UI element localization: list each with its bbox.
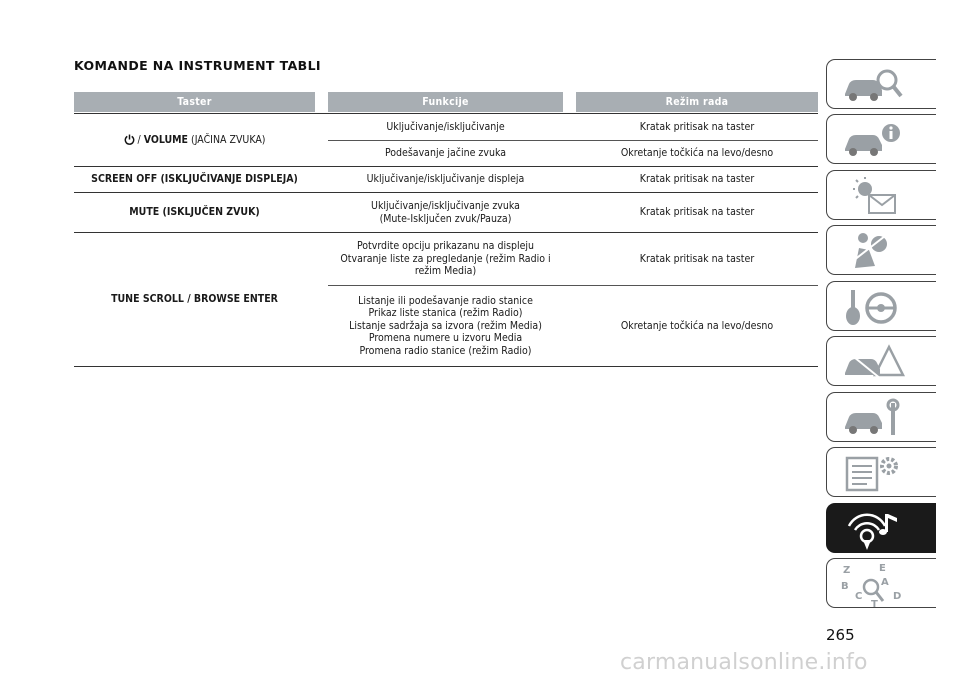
svg-text:D: D <box>893 591 902 602</box>
car-search-icon <box>841 64 911 106</box>
table-row-mute-key: MUTE (ISKLJUČEN ZVUK) <box>129 206 260 219</box>
chapter-tab-3[interactable] <box>826 170 936 220</box>
table-row-tune-scroll-key: TUNE SCROLL / BROWSE ENTER <box>111 293 278 306</box>
table-row-volume-key: / VOLUME (JAČINA ZVUKA) <box>74 114 315 166</box>
table-cell: Okretanje točkića na levo/desno <box>620 319 774 332</box>
chapter-tab-2[interactable] <box>826 114 936 164</box>
table-cell: Potvrdite opciju prikazanu na displeju Otvaranje liste za pregledanje (režim Radio i režim Media) <box>340 240 551 278</box>
car-service-wrench-icon <box>841 397 911 439</box>
svg-text:T: T <box>871 599 878 607</box>
key-steering-wheel-icon <box>841 286 911 328</box>
chapter-tab-9-active[interactable] <box>826 503 936 553</box>
spec-sheet-gear-icon <box>841 452 911 494</box>
table-cell: Kratak pritisak na taster <box>639 173 755 186</box>
alphabetical-index-search-icon <box>841 563 911 607</box>
chapter-tab-4[interactable] <box>826 225 936 275</box>
svg-text:E: E <box>879 563 886 574</box>
table-cell: Listanje ili podešavanje radio stanice Prikaz liste stanica (režim Radio) Listanje sadržaja sa izvora (režim Media) Promena numere u izvoru Media Promena radio stanice (režim Radio) <box>349 294 542 357</box>
table-cell: Uključivanje/isključivanje displeja <box>366 173 525 186</box>
header-rezim-rada: Režim rada <box>576 92 818 112</box>
table-cell: Kratak pritisak na taster <box>639 120 755 133</box>
chapter-tab-6[interactable] <box>826 336 936 386</box>
page-number: 265 <box>826 626 855 644</box>
svg-text:A: A <box>881 577 889 588</box>
chapter-tab-5[interactable] <box>826 281 936 331</box>
table-cell: Uključivanje/isključivanje zvuka (Mute-Isključen zvuk/Pauza) <box>371 200 520 225</box>
svg-text:Z: Z <box>843 565 851 576</box>
power-icon <box>124 134 135 145</box>
table-row-screen-off-key: SCREEN OFF (ISKLJUČIVANJE DISPLEJA) <box>91 173 298 186</box>
chapter-tab-10[interactable] <box>826 558 936 608</box>
svg-text:B: B <box>841 581 849 592</box>
svg-text:C: C <box>855 591 863 602</box>
chapter-tab-1[interactable] <box>826 59 936 109</box>
watermark: carmanualsonline.info <box>620 650 868 675</box>
table-cell: Kratak pritisak na taster <box>639 206 755 219</box>
car-info-icon <box>841 119 911 161</box>
header-taster: Taster <box>74 92 315 112</box>
chapter-tab-8[interactable] <box>826 447 936 497</box>
table-cell: Uključivanje/isključivanje <box>386 120 505 133</box>
table-rule <box>74 366 818 367</box>
multimedia-touch-music-icon <box>841 508 911 550</box>
chapter-tab-7[interactable] <box>826 392 936 442</box>
page-title: KOMANDE NA INSTRUMENT TABLI <box>74 58 321 73</box>
car-breakdown-warning-icon <box>841 341 911 383</box>
warning-light-message-icon <box>841 175 911 217</box>
header-funkcije: Funkcije <box>328 92 563 112</box>
table-cell: Okretanje točkića na levo/desno <box>620 147 774 160</box>
airbag-seat-icon <box>841 230 911 272</box>
table-cell: Podešavanje jačine zvuka <box>384 147 507 160</box>
table-cell: Kratak pritisak na taster <box>639 252 755 265</box>
